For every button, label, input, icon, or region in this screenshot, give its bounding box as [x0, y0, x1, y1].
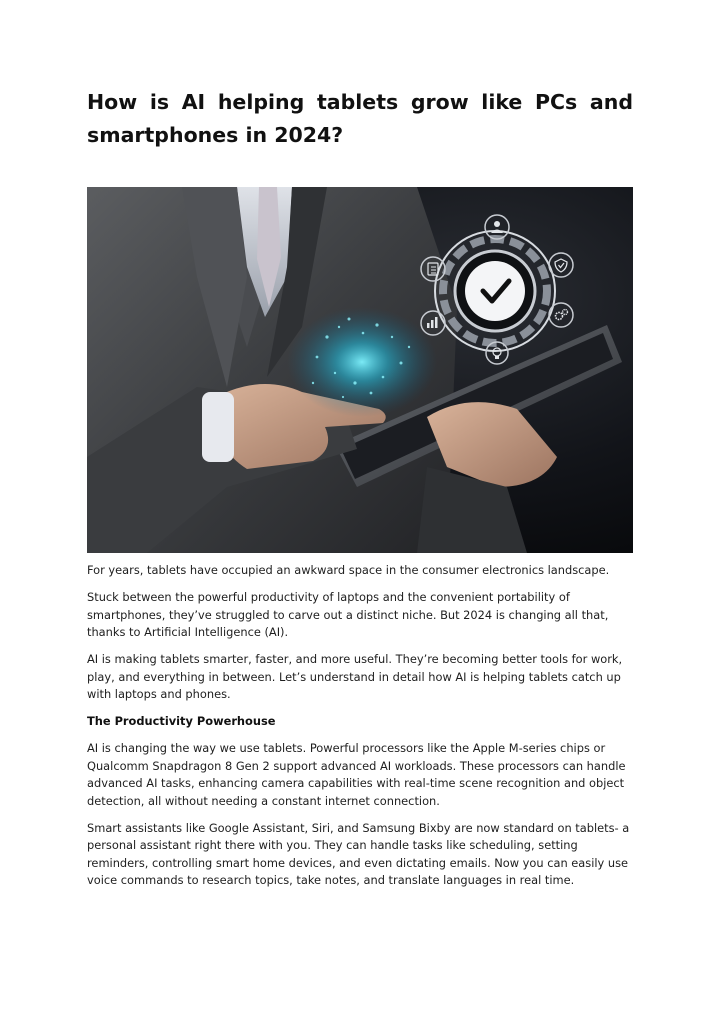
section-paragraph: Smart assistants like Google Assistant, Siri, and Samsung Bixby are now standard on tablets- a personal assistant right there with you. They can handle tasks like scheduling, setting reminders, controlling smart home devices, and even dictating emails. Now you can easily use voice commands to research topics, take notes, and translate languages in real time.	[87, 820, 630, 887]
intro-paragraph: For years, tablets have occupied an awkward space in the consumer electronics landscape.	[87, 563, 610, 577]
intro-paragraph: Stuck between the powerful productivity of laptops and the convenient portability of smartphones, they’ve struggled to carve out a distinct niche. But 2024 is changing all that, thanks to Artificial Intelligence (AI).	[87, 590, 609, 639]
hero-image	[87, 187, 633, 553]
section-paragraph: AI is changing the way we use tablets. Powerful processors like the Apple M-series chips or Qualcomm Snapdragon 8 Gen 2 support advanced AI workloads. These processors can handle advanced AI tasks, enhancing camera capabilities with real-time scene recognition and object detection, all without needing a constant internet connection.	[87, 741, 626, 808]
intro-paragraph: AI is making tablets smarter, faster, and more useful. They’re becoming better tools for work, play, and everything in between. Let’s understand in detail how AI is helping tablets catch up with laptops and phones.	[87, 652, 623, 701]
article-body	[87, 562, 633, 899]
article-title: How is AI helping tablets grow like PCs and smartphones in 2024?	[87, 90, 633, 147]
section-heading: The Productivity Powerhouse	[87, 714, 276, 728]
